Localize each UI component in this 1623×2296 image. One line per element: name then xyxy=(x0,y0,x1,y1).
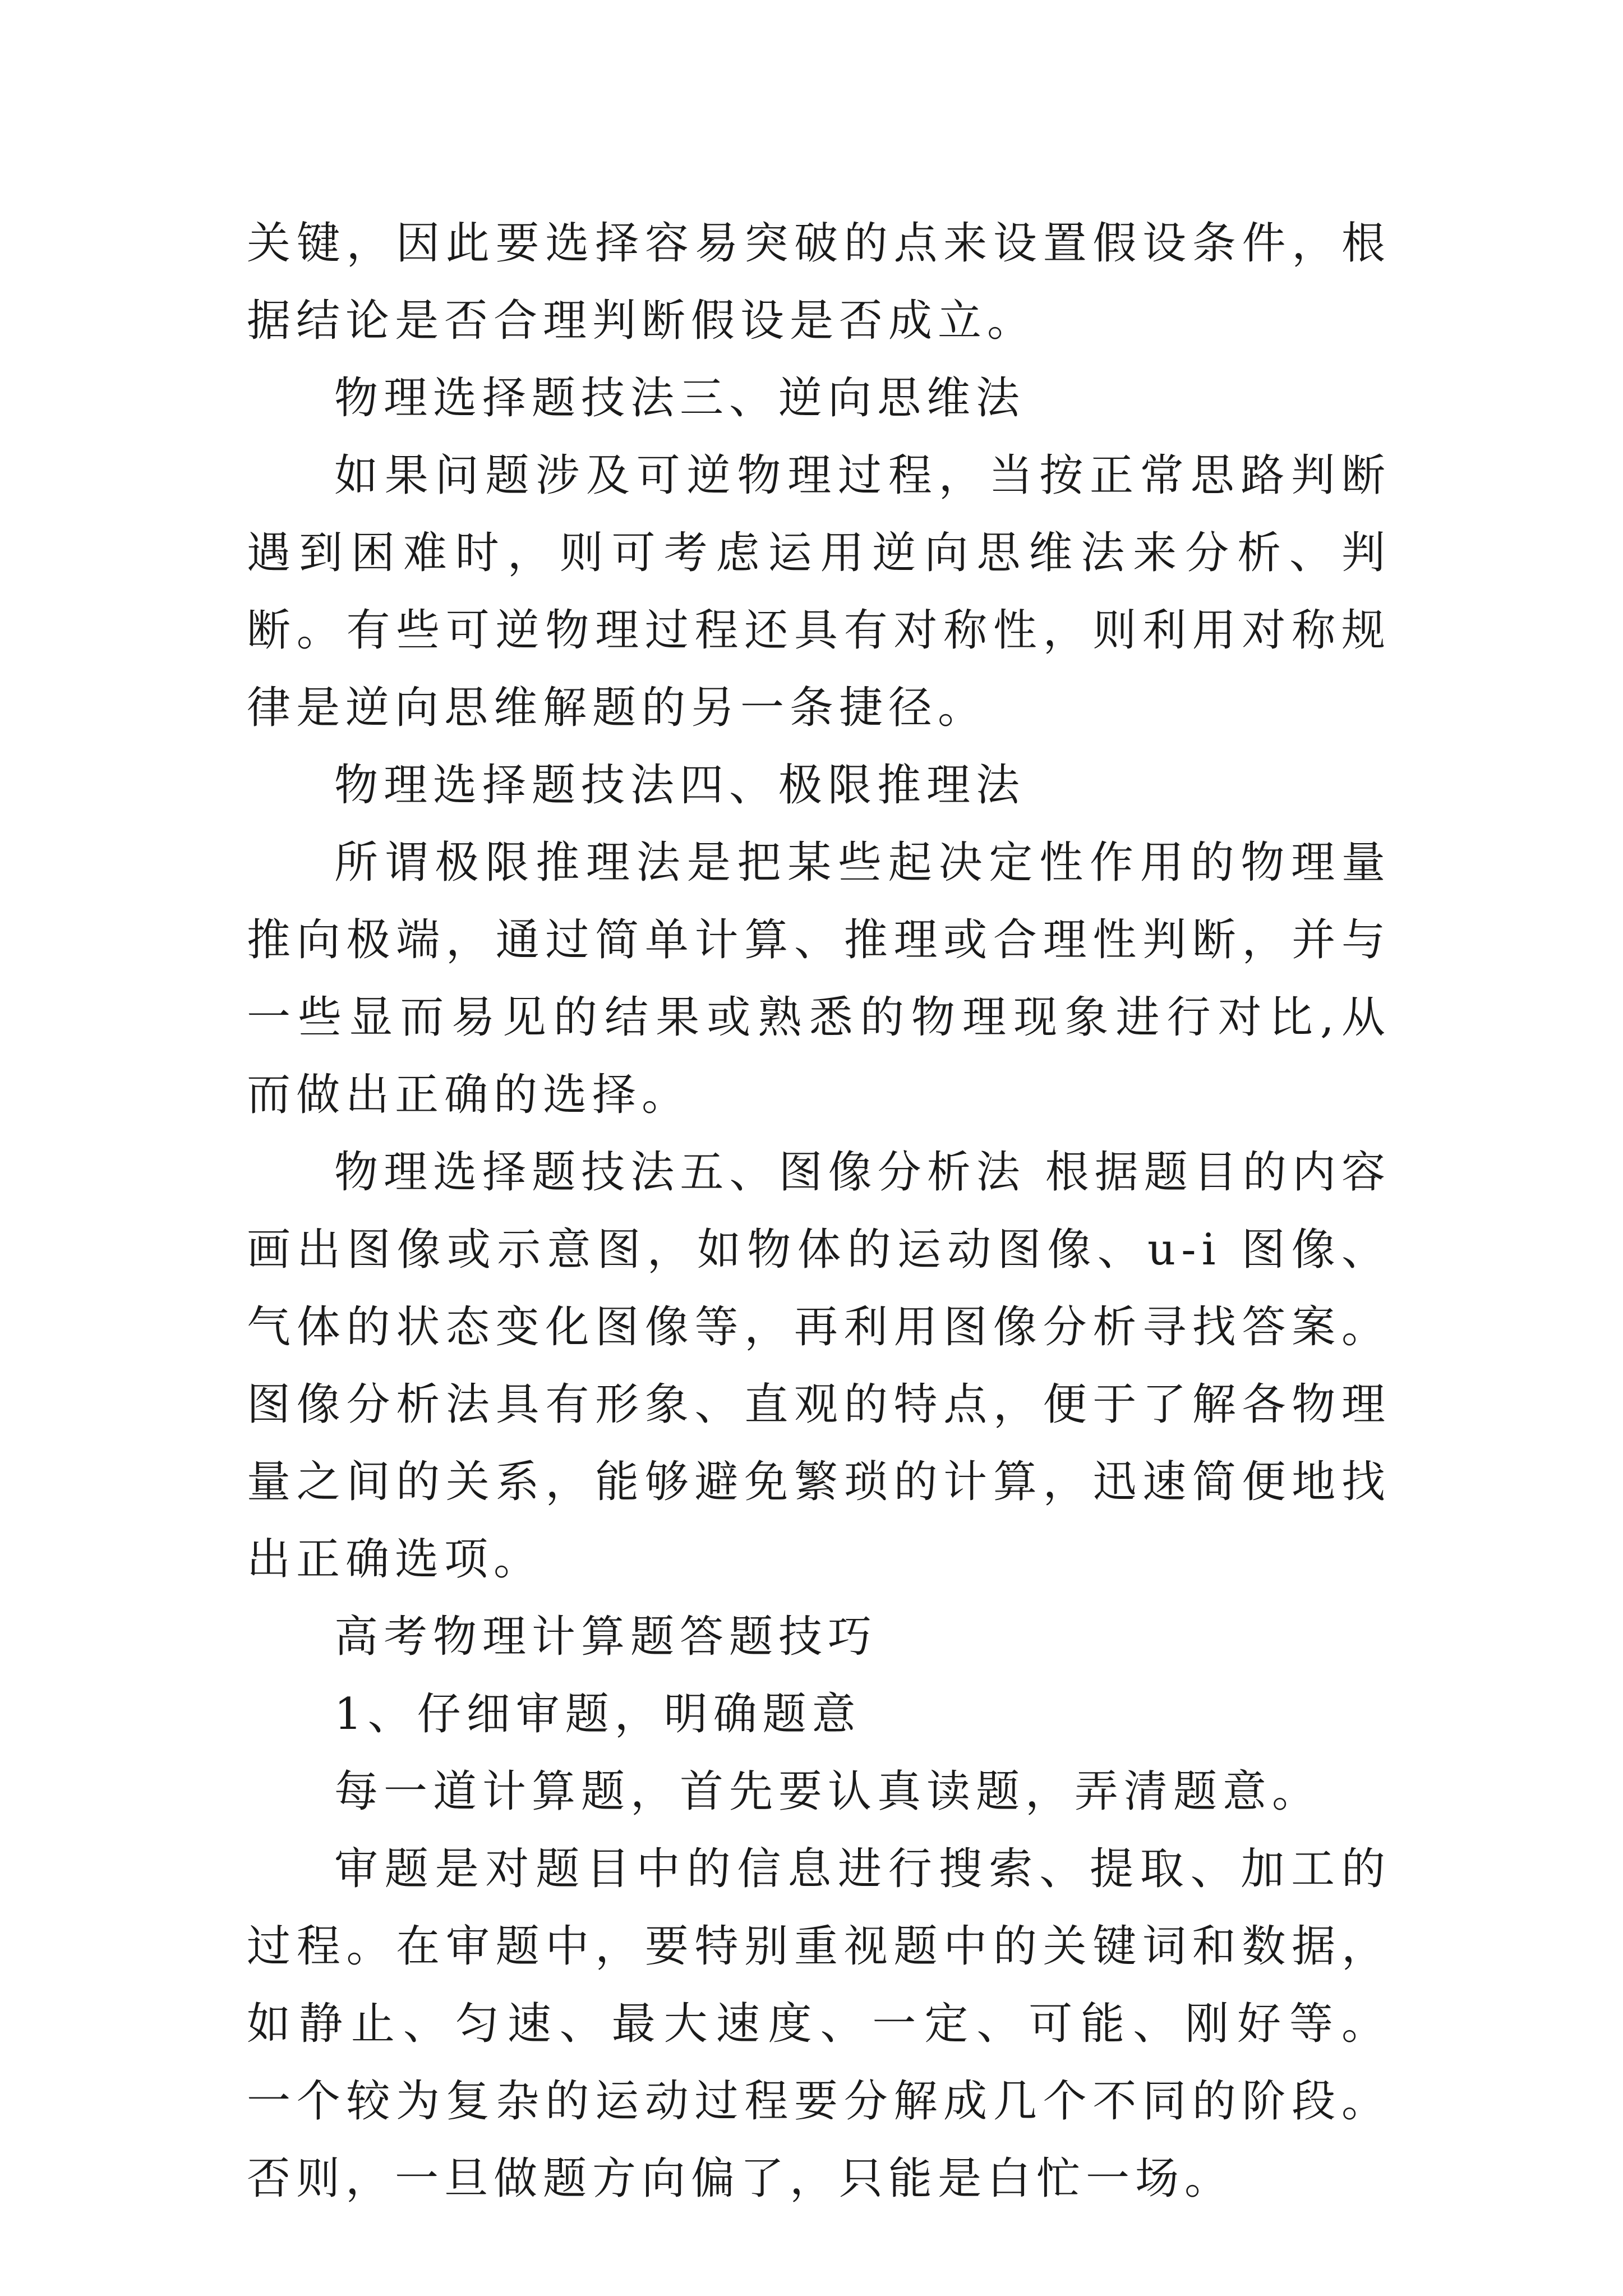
paragraph-graph-analysis: 物理选择题技法五、图像分析法 根据题目的内容画出图像或示意图，如物体的运动图像、u-i 图像、气体的状态变化图像等，再利用图像分析寻找答案。图像分析法具有形象、直观的特点，便于了解各物理量之间的关系，能够避免繁琐的计算，迅速简便地找出正确选项。 xyxy=(247,1147,1391,1585)
section-heading-limit-reasoning: 物理选择题技法四、极限推理法 xyxy=(334,760,1026,811)
section-heading-reverse-thinking: 物理选择题技法三、逆向思维法 xyxy=(334,373,1026,424)
section-heading-calculation-tips: 高考物理计算题答题技巧 xyxy=(334,1612,878,1662)
paragraph-review-process: 审题是对题目中的信息进行搜索、提取、加工的过程。在审题中，要特别重视题中的关键词和数据，如静止、匀速、最大速度、一定、可能、刚好等。 一个较为复杂的运动过程要分解成几个不同的阶段。否则，一旦做题方向偏了，只能是白忙一场。 xyxy=(247,1844,1391,2204)
paragraph-reverse-thinking: 如果问题涉及可逆物理过程，当按正常思路判断遇到困难时，则可考虑运用逆向思维法来分析、判断。有些可逆物理过程还具有对称性，则利用对称规律是逆向思维解题的另一条捷径。 xyxy=(247,450,1391,733)
subheading-careful-reading: 1、仔细审题，明确题意 xyxy=(334,1689,861,1740)
document-body xyxy=(247,205,1391,2217)
paragraph-continuation: 关键，因此要选择容易突破的点来设置假设条件，根据结论是否合理判断假设是否成立。 xyxy=(247,218,1391,346)
paragraph-limit-reasoning: 所谓极限推理法是把某些起决定性作用的物理量推向极端，通过简单计算、推理或合理性判断，并与一些显而易见的结果或熟悉的物理现象进行对比,从而做出正确的选择。 xyxy=(247,838,1391,1120)
paragraph-read-carefully: 每一道计算题，首先要认真读题，弄清题意。 xyxy=(334,1766,1322,1817)
